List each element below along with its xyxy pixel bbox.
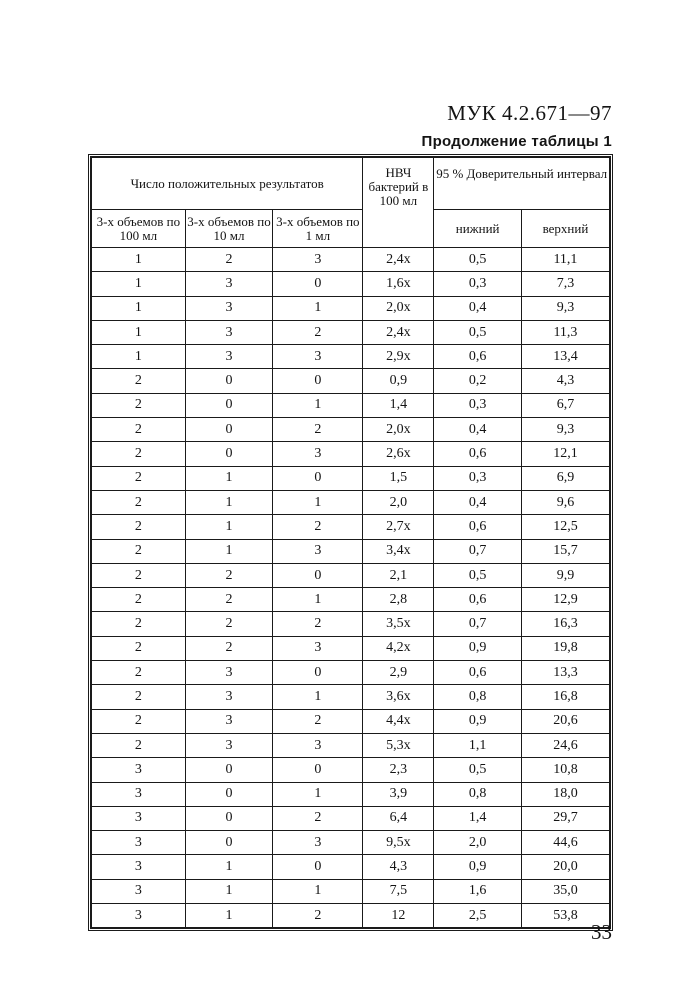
vol-10-cell: 0 [185, 393, 273, 417]
header-nvc: НВЧ бактерий в 100 мл [363, 158, 434, 248]
vol-100-cell: 3 [92, 758, 186, 782]
lower-cell: 0,9 [434, 709, 522, 733]
vol-10-cell: 1 [185, 515, 273, 539]
vol-1-cell: 0 [273, 369, 363, 393]
table-row [92, 320, 610, 344]
vol-10-cell: 2 [185, 248, 273, 272]
vol-100-cell: 2 [92, 661, 186, 685]
vol-10-cell: 3 [185, 345, 273, 369]
lower-cell: 0,3 [434, 272, 522, 296]
upper-cell: 18,0 [521, 782, 609, 806]
vol-100-cell: 2 [92, 612, 186, 636]
upper-cell: 11,1 [521, 248, 609, 272]
vol-10-cell: 0 [185, 418, 273, 442]
table-row [92, 831, 610, 855]
table-row [92, 563, 610, 587]
vol-100-cell: 2 [92, 733, 186, 757]
lower-cell: 0,6 [434, 661, 522, 685]
vol-100-cell: 2 [92, 709, 186, 733]
table-body [92, 248, 610, 928]
vol-1-cell: 0 [273, 855, 363, 879]
vol-10-cell: 1 [185, 879, 273, 903]
nvc-cell: 0,9 [363, 369, 434, 393]
upper-cell: 15,7 [521, 539, 609, 563]
upper-cell: 6,7 [521, 393, 609, 417]
lower-cell: 0,5 [434, 563, 522, 587]
nvc-cell: 12 [363, 904, 434, 928]
upper-cell: 9,6 [521, 490, 609, 514]
vol-100-cell: 1 [92, 296, 186, 320]
table-row [92, 685, 610, 709]
nvc-cell: 7,5 [363, 879, 434, 903]
nvc-cell: 2,3 [363, 758, 434, 782]
table-row [92, 636, 610, 660]
vol-10-cell: 3 [185, 320, 273, 344]
nvc-cell: 5,3x [363, 733, 434, 757]
vol-10-cell: 2 [185, 612, 273, 636]
nvc-cell: 2,0x [363, 296, 434, 320]
vol-100-cell: 1 [92, 272, 186, 296]
table-row [92, 733, 610, 757]
lower-cell: 0,2 [434, 369, 522, 393]
vol-10-cell: 0 [185, 782, 273, 806]
lower-cell: 0,5 [434, 248, 522, 272]
table-caption: Продолжение таблицы 1 [421, 133, 612, 150]
table-row [92, 588, 610, 612]
vol-1-cell: 3 [273, 831, 363, 855]
vol-1-cell: 2 [273, 320, 363, 344]
vol-10-cell: 0 [185, 831, 273, 855]
vol-100-cell: 3 [92, 855, 186, 879]
upper-cell: 16,3 [521, 612, 609, 636]
lower-cell: 0,9 [434, 636, 522, 660]
table-row [92, 393, 610, 417]
nvc-cell: 1,5 [363, 466, 434, 490]
nvc-cell: 2,4x [363, 320, 434, 344]
header-vol-100: 3-х объемов по 100 мл [92, 210, 186, 248]
table-row [92, 612, 610, 636]
vol-10-cell: 0 [185, 442, 273, 466]
vol-10-cell: 0 [185, 806, 273, 830]
table-row [92, 806, 610, 830]
vol-10-cell: 3 [185, 733, 273, 757]
vol-100-cell: 2 [92, 418, 186, 442]
vol-1-cell: 0 [273, 661, 363, 685]
vol-10-cell: 3 [185, 685, 273, 709]
vol-100-cell: 3 [92, 831, 186, 855]
upper-cell: 10,8 [521, 758, 609, 782]
page-number: 33 [591, 920, 612, 944]
upper-cell: 13,3 [521, 661, 609, 685]
mpn-table [91, 157, 610, 928]
table-row [92, 855, 610, 879]
upper-cell: 44,6 [521, 831, 609, 855]
vol-10-cell: 1 [185, 490, 273, 514]
table-row [92, 515, 610, 539]
vol-10-cell: 3 [185, 661, 273, 685]
vol-100-cell: 1 [92, 320, 186, 344]
vol-100-cell: 2 [92, 369, 186, 393]
lower-cell: 0,8 [434, 782, 522, 806]
lower-cell: 0,4 [434, 296, 522, 320]
lower-cell: 0,5 [434, 758, 522, 782]
lower-cell: 0,4 [434, 418, 522, 442]
vol-1-cell: 0 [273, 563, 363, 587]
upper-cell: 35,0 [521, 879, 609, 903]
nvc-cell: 2,7x [363, 515, 434, 539]
nvc-cell: 2,9 [363, 661, 434, 685]
vol-1-cell: 1 [273, 588, 363, 612]
lower-cell: 0,5 [434, 320, 522, 344]
upper-cell: 29,7 [521, 806, 609, 830]
vol-1-cell: 1 [273, 685, 363, 709]
nvc-cell: 1,6x [363, 272, 434, 296]
vol-10-cell: 1 [185, 904, 273, 928]
vol-1-cell: 3 [273, 636, 363, 660]
lower-cell: 0,6 [434, 345, 522, 369]
vol-100-cell: 2 [92, 685, 186, 709]
vol-1-cell: 3 [273, 248, 363, 272]
upper-cell: 53,8 [521, 904, 609, 928]
vol-1-cell: 0 [273, 758, 363, 782]
table-row [92, 248, 610, 272]
table-row [92, 418, 610, 442]
table-row [92, 904, 610, 928]
vol-100-cell: 1 [92, 345, 186, 369]
upper-cell: 20,6 [521, 709, 609, 733]
vol-1-cell: 2 [273, 806, 363, 830]
nvc-cell: 2,6x [363, 442, 434, 466]
vol-100-cell: 2 [92, 563, 186, 587]
nvc-cell: 3,9 [363, 782, 434, 806]
nvc-cell: 4,2x [363, 636, 434, 660]
header-upper: верхний [521, 210, 609, 248]
nvc-cell: 3,4x [363, 539, 434, 563]
nvc-cell: 2,4x [363, 248, 434, 272]
table-row [92, 345, 610, 369]
header-confidence-interval: 95 % Доверительный интервал [434, 158, 610, 210]
nvc-cell: 2,0x [363, 418, 434, 442]
vol-1-cell: 3 [273, 442, 363, 466]
lower-cell: 2,5 [434, 904, 522, 928]
table-container [88, 154, 613, 931]
upper-cell: 12,9 [521, 588, 609, 612]
vol-100-cell: 3 [92, 879, 186, 903]
vol-1-cell: 2 [273, 515, 363, 539]
nvc-cell: 4,4x [363, 709, 434, 733]
header-lower: нижний [434, 210, 522, 248]
upper-cell: 12,1 [521, 442, 609, 466]
vol-10-cell: 1 [185, 855, 273, 879]
vol-10-cell: 2 [185, 588, 273, 612]
table-row [92, 758, 610, 782]
vol-100-cell: 2 [92, 490, 186, 514]
table-row [92, 539, 610, 563]
table-row [92, 661, 610, 685]
vol-100-cell: 2 [92, 539, 186, 563]
table-row [92, 879, 610, 903]
upper-cell: 4,3 [521, 369, 609, 393]
vol-10-cell: 2 [185, 636, 273, 660]
vol-10-cell: 3 [185, 296, 273, 320]
vol-1-cell: 0 [273, 272, 363, 296]
vol-10-cell: 1 [185, 466, 273, 490]
upper-cell: 16,8 [521, 685, 609, 709]
vol-1-cell: 1 [273, 782, 363, 806]
vol-10-cell: 2 [185, 563, 273, 587]
lower-cell: 0,7 [434, 539, 522, 563]
table-row [92, 782, 610, 806]
header-positive-results: Число положительных результатов [92, 158, 363, 210]
lower-cell: 0,3 [434, 466, 522, 490]
table-row [92, 369, 610, 393]
nvc-cell: 3,5x [363, 612, 434, 636]
nvc-cell: 6,4 [363, 806, 434, 830]
nvc-cell: 2,0 [363, 490, 434, 514]
vol-1-cell: 3 [273, 733, 363, 757]
lower-cell: 0,3 [434, 393, 522, 417]
vol-100-cell: 2 [92, 442, 186, 466]
vol-100-cell: 2 [92, 588, 186, 612]
vol-1-cell: 2 [273, 904, 363, 928]
lower-cell: 0,4 [434, 490, 522, 514]
vol-10-cell: 0 [185, 369, 273, 393]
nvc-cell: 9,5x [363, 831, 434, 855]
upper-cell: 9,3 [521, 296, 609, 320]
vol-100-cell: 1 [92, 248, 186, 272]
upper-cell: 7,3 [521, 272, 609, 296]
table-row [92, 272, 610, 296]
vol-10-cell: 3 [185, 709, 273, 733]
nvc-cell: 1,4 [363, 393, 434, 417]
vol-100-cell: 2 [92, 636, 186, 660]
lower-cell: 0,6 [434, 588, 522, 612]
vol-1-cell: 2 [273, 612, 363, 636]
upper-cell: 19,8 [521, 636, 609, 660]
upper-cell: 9,3 [521, 418, 609, 442]
lower-cell: 2,0 [434, 831, 522, 855]
table-row [92, 490, 610, 514]
upper-cell: 6,9 [521, 466, 609, 490]
upper-cell: 12,5 [521, 515, 609, 539]
upper-cell: 20,0 [521, 855, 609, 879]
vol-100-cell: 2 [92, 515, 186, 539]
nvc-cell: 3,6x [363, 685, 434, 709]
vol-100-cell: 2 [92, 393, 186, 417]
nvc-cell: 2,1 [363, 563, 434, 587]
lower-cell: 0,6 [434, 442, 522, 466]
vol-1-cell: 1 [273, 296, 363, 320]
nvc-cell: 2,8 [363, 588, 434, 612]
lower-cell: 0,6 [434, 515, 522, 539]
lower-cell: 0,7 [434, 612, 522, 636]
lower-cell: 1,6 [434, 879, 522, 903]
table-row [92, 442, 610, 466]
upper-cell: 13,4 [521, 345, 609, 369]
nvc-cell: 4,3 [363, 855, 434, 879]
vol-10-cell: 1 [185, 539, 273, 563]
header-vol-1: 3-х объемов по 1 мл [273, 210, 363, 248]
upper-cell: 9,9 [521, 563, 609, 587]
upper-cell: 11,3 [521, 320, 609, 344]
document-code: МУК 4.2.671—97 [447, 101, 612, 125]
vol-10-cell: 0 [185, 758, 273, 782]
vol-100-cell: 3 [92, 782, 186, 806]
nvc-cell: 2,9x [363, 345, 434, 369]
vol-1-cell: 2 [273, 418, 363, 442]
lower-cell: 1,4 [434, 806, 522, 830]
vol-100-cell: 3 [92, 806, 186, 830]
vol-100-cell: 2 [92, 466, 186, 490]
vol-1-cell: 2 [273, 709, 363, 733]
vol-1-cell: 1 [273, 393, 363, 417]
lower-cell: 0,9 [434, 855, 522, 879]
vol-100-cell: 3 [92, 904, 186, 928]
table-row [92, 466, 610, 490]
table-row [92, 709, 610, 733]
table-row [92, 296, 610, 320]
lower-cell: 1,1 [434, 733, 522, 757]
vol-10-cell: 3 [185, 272, 273, 296]
vol-1-cell: 0 [273, 466, 363, 490]
vol-1-cell: 1 [273, 879, 363, 903]
vol-1-cell: 3 [273, 539, 363, 563]
vol-1-cell: 1 [273, 490, 363, 514]
header-vol-10: 3-х объемов по 10 мл [185, 210, 273, 248]
lower-cell: 0,8 [434, 685, 522, 709]
vol-1-cell: 3 [273, 345, 363, 369]
upper-cell: 24,6 [521, 733, 609, 757]
